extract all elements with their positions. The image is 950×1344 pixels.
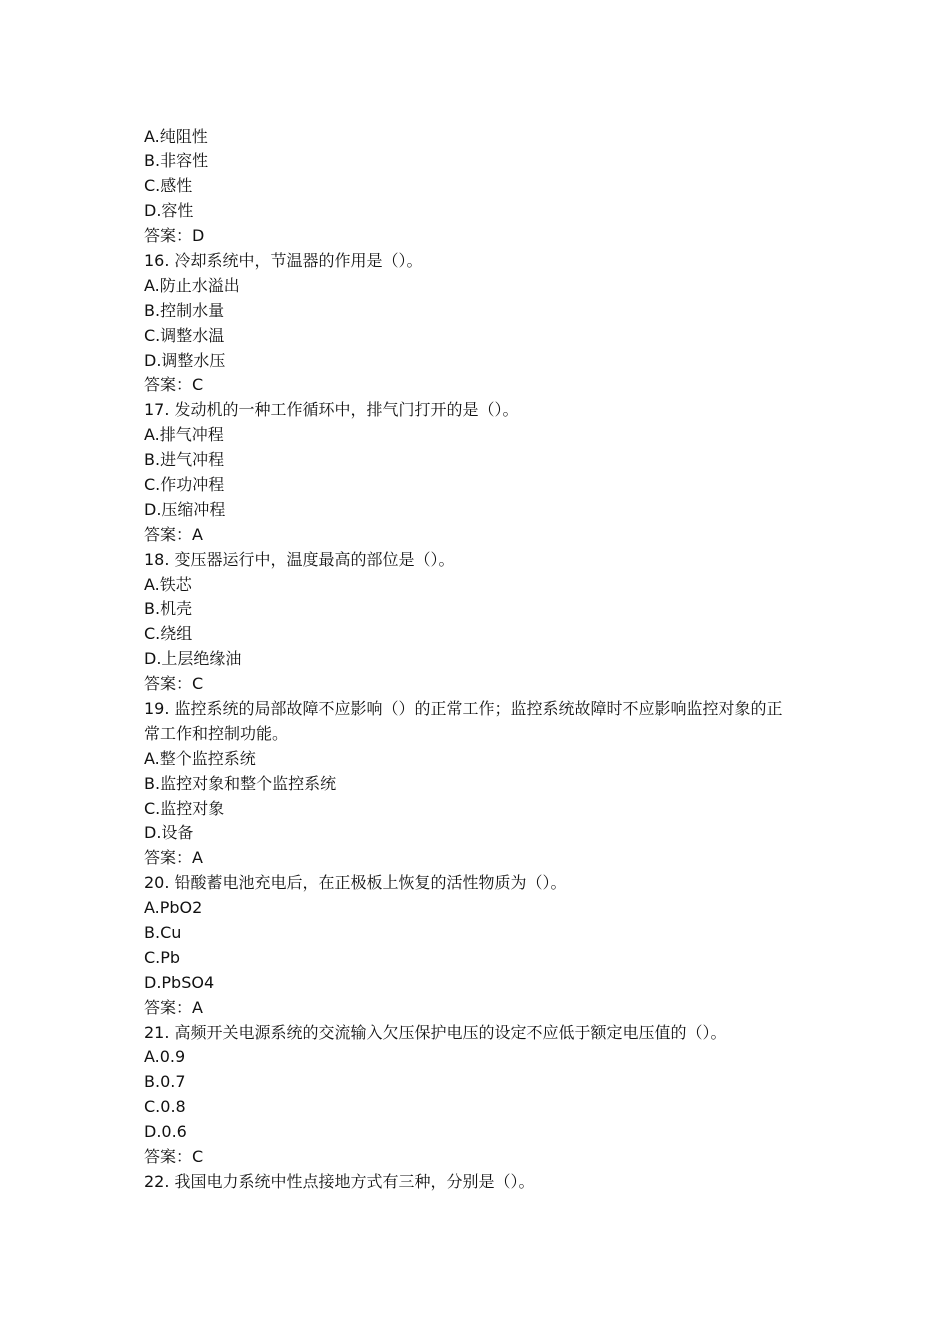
option-d: D.上层绝缘油 [144,649,242,669]
option-a: A.排气冲程 [144,425,224,445]
option-b: B.监控对象和整个监控系统 [144,773,337,793]
option-d: D.压缩冲程 [144,499,226,519]
option-c: C.Pb [144,947,181,967]
question-21: 21. 高频开关电源系统的交流输入欠压保护电压的设定不应低于额定电压值的（）。 [144,1022,727,1042]
question-17: 17. 发动机的一种工作循环中，排气门打开的是（）。 [144,400,519,420]
option-c: C.0.8 [144,1097,186,1117]
option-d: D.调整水压 [144,350,226,370]
answer: 答案：A [144,524,203,544]
answer: 答案：A [144,848,203,868]
option-d: D.PbSO4 [144,972,215,992]
option-a: A.防止水溢出 [144,275,240,295]
question-18: 18. 变压器运行中，温度最高的部位是（）。 [144,549,455,569]
question-19: 19. 监控系统的局部故障不应影响（）的正常工作；监控系统故障时不应影响监控对象的正 [144,698,783,718]
option-d: D.容性 [144,201,194,221]
option-c: C.绕组 [144,624,193,644]
question-20: 20. 铅酸蓄电池充电后，在正极板上恢复的活性物质为（）。 [144,873,567,893]
option-a: A.0.9 [144,1047,186,1067]
question-16: 16. 冷却系统中，节温器的作用是（）。 [144,250,423,270]
option-b: B.进气冲程 [144,450,225,470]
option-b: B.Cu [144,923,182,942]
option-d: D.0.6 [144,1122,187,1142]
answer: 答案：A [144,997,203,1017]
option-c: C.感性 [144,176,193,196]
question-22: 22. 我国电力系统中性点接地方式有三种，分别是（）。 [144,1171,535,1191]
option-d: D.设备 [144,823,194,843]
option-a: A.铁芯 [144,574,192,594]
option-a: A.PbO2 [144,898,203,918]
question-list [144,125,814,1195]
option-b: B.控制水量 [144,300,225,320]
option-b: B.非容性 [144,151,209,171]
answer: 答案：C [144,375,204,395]
option-a: A.纯阻性 [144,126,208,146]
answer: 答案：D [144,226,205,246]
option-c: C.调整水温 [144,325,225,345]
option-a: A.整个监控系统 [144,748,256,768]
answer: 答案：C [144,1147,204,1167]
answer: 答案：C [144,674,204,694]
option-c: C.监控对象 [144,798,225,818]
question-19-continued: 常工作和控制功能。 [144,723,289,743]
option-c: C.作功冲程 [144,474,225,494]
option-b: B.0.7 [144,1072,186,1092]
option-b: B.机壳 [144,599,193,619]
